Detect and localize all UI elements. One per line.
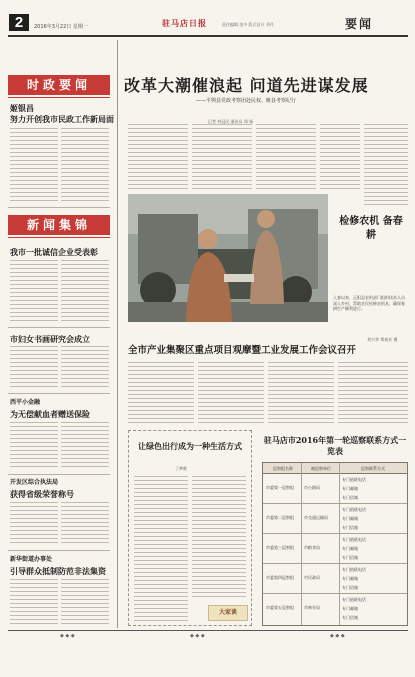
brief-text	[61, 260, 109, 322]
story-headline: 全市产业集聚区重点项目观摩暨工业发展工作会议召开	[128, 345, 357, 356]
table-cell-contact: 专门邮箱	[342, 606, 358, 611]
divider	[8, 327, 110, 328]
column-header-label: 时政要闻	[26, 78, 91, 92]
brief-text	[10, 422, 58, 470]
table-cell-contact: 专门信箱	[342, 555, 358, 560]
column-header-rule	[8, 237, 110, 238]
divider	[8, 550, 110, 551]
table-cell-contact: 专门值班电话	[342, 567, 366, 572]
table-cell-group: 市委第二巡察组	[266, 515, 294, 520]
table-cell-unit: 市公路局	[304, 485, 320, 490]
brief-title: 市妇女书画研究会成立	[10, 334, 90, 344]
table-header-cell: 被巡察单位	[311, 466, 331, 471]
side-story-text-col1	[10, 128, 58, 202]
table-header-cell: 巡察组名称	[273, 466, 293, 471]
table-cell-unit: 市民政局	[304, 575, 320, 580]
table-row	[263, 474, 407, 504]
table-row	[263, 594, 407, 625]
brief-kicker: 新华街道办事处	[10, 556, 53, 563]
table-cell-group: 市委第五巡察组	[266, 605, 294, 610]
table-cell-group: 市委第三巡察组	[266, 545, 294, 550]
table-cell-unit: 市林业局	[304, 605, 320, 610]
divider	[8, 207, 110, 208]
table-cell-contact: 专门信箱	[342, 525, 358, 530]
table-row	[263, 564, 407, 594]
brief-text	[10, 502, 58, 546]
table-cell-contact: 专门值班电话	[342, 477, 366, 482]
table-header-cell: 巡察联系方式	[361, 466, 385, 471]
feature-byline: 丁梦维	[175, 466, 187, 471]
photo-caption-title: 检修农机 备春耕	[339, 216, 403, 241]
table-row	[263, 534, 407, 564]
section-title: 要闻	[345, 17, 374, 31]
table-cell-unit: 市粮食局	[304, 545, 320, 550]
feature-stamp	[208, 605, 248, 621]
brief-text	[10, 260, 58, 322]
table-cell-contact: 专门值班电话	[342, 507, 366, 512]
column-header-politics	[8, 75, 110, 95]
brief-text	[61, 502, 109, 546]
lead-byline: 记者 何冠民 通讯员 郑 杨	[208, 119, 254, 124]
news-photo	[128, 194, 328, 322]
story-text-col4	[338, 362, 408, 424]
table-cell-contact: 专门值班电话	[342, 597, 366, 602]
lead-text-col2	[192, 124, 252, 190]
contact-table	[262, 462, 408, 626]
brief-text	[61, 346, 109, 388]
column-header-rule	[8, 97, 110, 98]
lead-text-col1	[128, 124, 188, 190]
brief-title: 引导群众抵制防范非法集资	[10, 566, 106, 576]
photo-credit: 刘兴华 覃春亚 摄	[367, 337, 398, 342]
feature-headline: 让绿色出行成为一种生活方式	[138, 441, 242, 451]
table-cell-contact: 专门信箱	[342, 585, 358, 590]
table-row	[263, 504, 407, 534]
side-story-title-line1: 姬银昌	[10, 103, 34, 113]
table-cell-group: 市委第一巡察组	[266, 485, 294, 490]
header-rule	[8, 35, 408, 37]
column-header-briefs	[8, 215, 110, 235]
table-cell-group: 市委第四巡察组	[266, 575, 294, 580]
table-cell-contact: 专门信箱	[342, 615, 358, 620]
table-cell-contact: 专门邮箱	[342, 546, 358, 551]
footer-ornament: ◆ ◆ ◆	[60, 633, 75, 639]
column-header-label: 新闻集锦	[26, 218, 91, 232]
photo-caption: 入春以来，正阳县农机部门组织技术人员深入乡村，帮助农民检修农机具，确保春耕生产顺利进行。	[333, 295, 405, 311]
table-cell-contact: 专门值班电话	[342, 537, 366, 542]
issue-date: 2016年3月22日 星期一	[34, 24, 88, 30]
story-text-col2	[198, 362, 264, 424]
table-cell-contact: 专门邮箱	[342, 486, 358, 491]
brief-title: 为无偿献血者赠送保险	[10, 409, 90, 419]
footer-ornament: ◆ ◆ ◆	[330, 633, 345, 639]
lead-subheadline: ——平舆县党政考察团赴民权、睢县考察纪行	[196, 98, 297, 104]
divider	[8, 474, 110, 475]
table-cell-contact: 专门邮箱	[342, 576, 358, 581]
editor-credits: 责任编辑 张中 版式设计 刘丹	[222, 22, 274, 27]
table-cell-contact: 专门邮箱	[342, 516, 358, 521]
brief-text	[61, 422, 109, 470]
footer-rule	[8, 630, 408, 631]
feature-text-col2	[192, 476, 246, 600]
table-cell-contact: 专门信箱	[342, 495, 358, 500]
table-title: 驻马店市2016年第一轮巡察联系方式一览表	[263, 435, 407, 456]
photo-illustration	[128, 194, 328, 322]
feature-stamp-label: 大家谈	[218, 609, 237, 616]
brief-kicker: 西平小金融	[10, 399, 41, 406]
brief-title: 我市一批诚信企业受表彰	[10, 247, 98, 257]
table-cell-unit: 市交通运输局	[304, 515, 328, 520]
brief-text	[10, 346, 58, 388]
divider	[8, 393, 110, 394]
page-number: 2	[9, 14, 29, 31]
side-story-text-col2	[61, 128, 109, 202]
brief-title: 获得省级荣誉称号	[10, 489, 74, 499]
lead-text-col4	[320, 124, 360, 190]
story-text-col1	[128, 362, 194, 424]
side-story-title-line2: 努力开创我市民政工作新局面	[10, 114, 114, 124]
masthead: 驻马店日报	[162, 18, 207, 28]
column-divider	[117, 40, 118, 628]
brief-text	[10, 579, 58, 625]
lead-text-col3	[256, 124, 316, 190]
brief-kicker: 开发区综合执法局	[10, 479, 59, 486]
feature-text-col1	[134, 476, 188, 622]
lead-text-col5	[364, 124, 408, 208]
lead-headline: 改革大潮催浪起 问道先进谋发展	[124, 76, 369, 95]
story-text-col3	[268, 362, 334, 424]
brief-text	[61, 579, 109, 625]
table-header-row	[263, 463, 407, 474]
footer-ornament: ◆ ◆ ◆	[190, 633, 205, 639]
